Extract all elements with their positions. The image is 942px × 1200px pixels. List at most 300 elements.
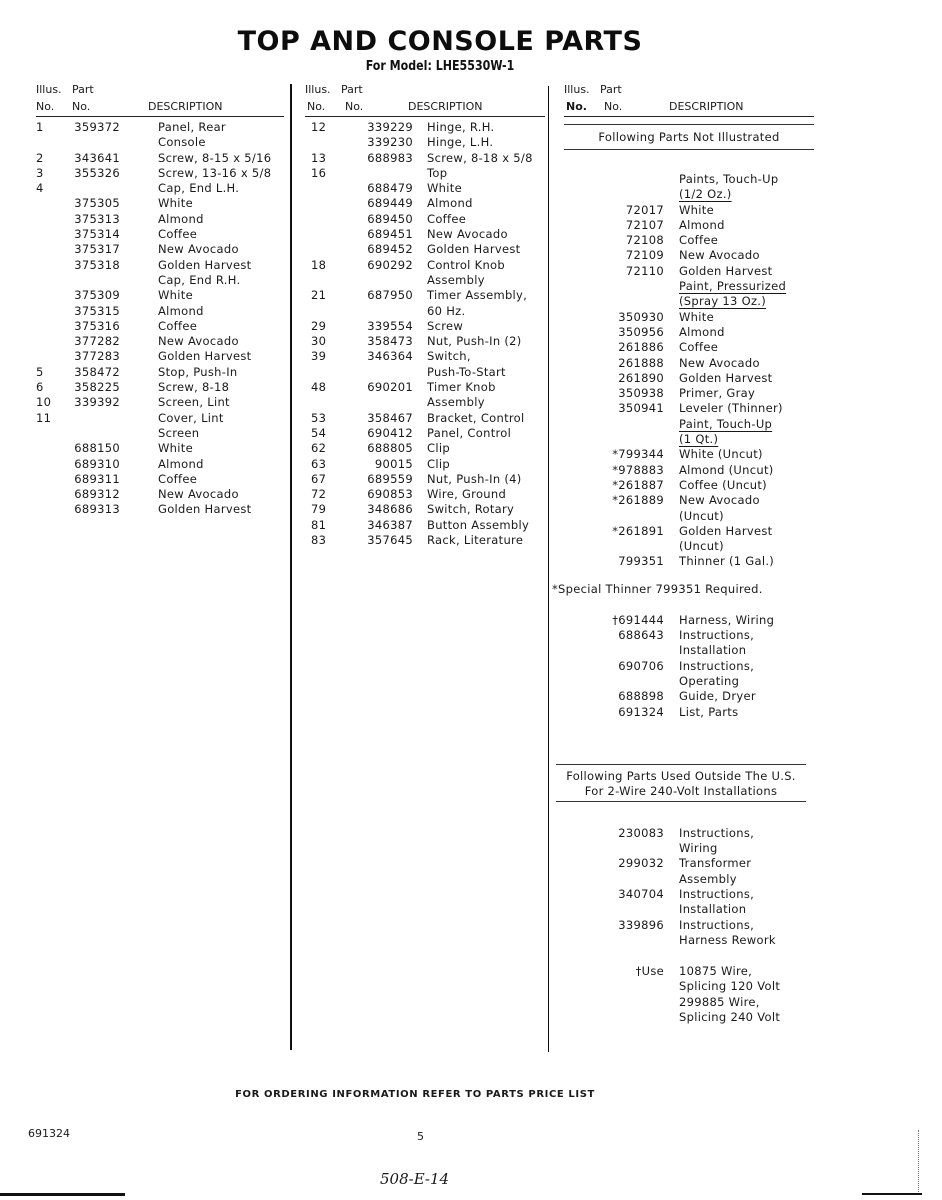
illus-number: 16	[311, 165, 327, 180]
part-number: 690853	[367, 487, 413, 502]
part-description: Splicing 240 Volt	[679, 1010, 781, 1025]
parts-row	[305, 380, 545, 395]
part-description: Nut, Push-In (4)	[427, 471, 522, 486]
part-number: 358472	[74, 364, 120, 379]
parts-row	[564, 613, 814, 628]
part-number: 346387	[367, 517, 413, 532]
header-description: DESCRIPTION	[408, 100, 483, 113]
part-description: Screw, 13-16 x 5/8	[158, 165, 272, 180]
header-part-no: No.	[604, 100, 623, 113]
parts-row	[564, 887, 814, 902]
ordering-info-note: FOR ORDERING INFORMATION REFER TO PARTS PRICE LIST	[235, 1089, 595, 1100]
part-number: 230083	[618, 825, 664, 840]
part-number: 261888	[618, 355, 664, 370]
parts-row	[564, 264, 814, 279]
parts-column-1	[36, 82, 284, 518]
part-description: Panel, Rear	[158, 120, 226, 134]
header-part: Part	[600, 83, 622, 96]
parts-row	[564, 248, 814, 263]
part-number: 357645	[367, 533, 413, 548]
part-description: Screw, 8-15 x 5/16	[158, 150, 272, 165]
parts-row	[36, 135, 284, 150]
illus-number: 29	[311, 318, 327, 333]
part-description: Installation	[679, 643, 747, 658]
part-description: Thinner (1 Gal.)	[679, 554, 775, 569]
parts-row	[36, 288, 284, 303]
part-description: Paint, Touch-Up	[679, 416, 773, 431]
illus-number: 30	[311, 334, 327, 349]
parts-row	[564, 918, 814, 933]
part-description: Screw, 8-18	[158, 380, 230, 395]
parts-row	[564, 1010, 814, 1025]
parts-row	[564, 218, 814, 233]
parts-row	[564, 872, 814, 887]
part-description: Paints, Touch-Up	[679, 172, 779, 186]
part-description: Installation	[679, 902, 747, 917]
parts-row	[36, 258, 284, 273]
page-title: TOP AND CONSOLE PARTS	[237, 26, 643, 57]
part-description: 10875 Wire,	[679, 964, 753, 979]
parts-row	[564, 902, 814, 917]
page-number: 5	[417, 1130, 424, 1143]
parts-row	[564, 628, 814, 643]
parts-row	[305, 533, 545, 548]
part-number: 72110	[625, 263, 664, 278]
part-description: Assembly	[427, 272, 485, 287]
part-number: 375315	[74, 303, 120, 318]
parts-row	[564, 933, 814, 948]
part-number: 358225	[74, 380, 120, 395]
part-number: 689312	[74, 487, 120, 502]
part-description: Bracket, Control	[427, 410, 525, 425]
part-description: Push-To-Start	[427, 364, 506, 379]
part-description: New Avocado	[679, 248, 760, 263]
illus-number: 39	[311, 349, 327, 364]
part-description: 60 Hz.	[427, 303, 466, 318]
part-number: 690292	[367, 257, 413, 272]
parts-row	[564, 964, 814, 979]
part-number: 355326	[74, 165, 120, 180]
parts-row	[305, 181, 545, 196]
part-description: Instructions,	[679, 886, 755, 901]
parts-row	[36, 304, 284, 319]
parts-row	[564, 233, 814, 248]
part-description: Almond (Uncut)	[679, 462, 774, 477]
parts-row	[564, 340, 814, 355]
illus-number: 54	[311, 425, 327, 440]
parts-row	[564, 447, 814, 462]
part-description: New Avocado	[679, 355, 760, 370]
parts-row	[305, 273, 545, 288]
parts-row	[564, 187, 814, 202]
part-description: Almond	[158, 303, 204, 318]
part-number: 689451	[367, 227, 413, 242]
parts-row	[36, 380, 284, 395]
part-description: Rack, Literature	[427, 533, 524, 548]
part-description: Leveler (Thinner)	[679, 401, 783, 416]
part-description: (Uncut)	[679, 508, 724, 523]
parts-row	[305, 227, 545, 242]
header-description: DESCRIPTION	[148, 100, 223, 113]
handwritten-code: 508-E-14	[380, 1170, 450, 1188]
parts-row	[305, 349, 545, 364]
part-number: 799351	[618, 554, 664, 569]
part-description: Hinge, R.H.	[427, 120, 495, 134]
illus-number: 79	[311, 502, 327, 517]
parts-row	[36, 242, 284, 257]
parts-row	[564, 401, 814, 416]
column-divider	[548, 86, 549, 1052]
parts-row	[305, 395, 545, 410]
model-subtitle: For Model: LHE5530W-1	[365, 59, 515, 74]
parts-row	[36, 426, 284, 441]
part-number: 690201	[367, 380, 413, 395]
parts-row	[305, 518, 545, 533]
part-description: Control Knob	[427, 257, 505, 272]
illus-number: 3	[36, 165, 44, 180]
not-illustrated-heading: Following Parts Not Illustrated	[564, 124, 814, 150]
part-description: Clip	[427, 441, 450, 456]
part-description: Instructions,	[679, 917, 755, 932]
part-number: 691324	[618, 704, 664, 719]
illus-number: 62	[311, 441, 327, 456]
header-underline	[305, 116, 545, 117]
part-description: Golden Harvest	[427, 242, 521, 257]
part-description: New Avocado	[679, 493, 760, 508]
part-number: 375316	[74, 318, 120, 333]
part-description: (1/2 Oz.)	[679, 187, 732, 202]
parts-row	[564, 979, 814, 994]
parts-row	[305, 242, 545, 257]
parts-row	[36, 166, 284, 181]
illus-number: 6	[36, 380, 44, 395]
part-number: 377283	[74, 349, 120, 364]
parts-row	[305, 135, 545, 150]
part-description: Almond	[158, 456, 204, 471]
part-number: 359372	[74, 120, 120, 134]
part-number: 358473	[367, 334, 413, 349]
part-description: Instructions,	[679, 628, 755, 643]
illus-number: 2	[36, 150, 44, 165]
header-description: DESCRIPTION	[669, 100, 744, 113]
part-description: Golden Harvest	[158, 257, 252, 272]
parts-row	[305, 334, 545, 349]
part-description: Console	[158, 135, 206, 150]
part-description: Timer Assembly,	[427, 288, 528, 303]
part-description: Coffee	[158, 318, 198, 333]
header-underline	[564, 116, 814, 117]
part-number: 688805	[367, 441, 413, 456]
parts-row	[564, 432, 814, 447]
part-description: Coffee	[679, 233, 719, 248]
parts-row	[36, 273, 284, 288]
illus-number: 12	[311, 120, 327, 134]
part-description: Transformer	[679, 856, 752, 871]
parts-row	[36, 319, 284, 334]
header-underline	[36, 116, 284, 117]
parts-row	[36, 457, 284, 472]
part-number: *978883	[612, 462, 664, 477]
part-number: 688479	[367, 181, 413, 196]
parts-row	[564, 705, 814, 720]
part-description: Button Assembly	[427, 517, 530, 532]
part-description: Wire, Ground	[427, 487, 507, 502]
part-description: Nut, Push-In (2)	[427, 334, 522, 349]
part-number: †Use	[635, 964, 664, 979]
part-number: 375305	[74, 196, 120, 211]
misc-parts-list	[564, 613, 814, 720]
parts-row	[564, 463, 814, 478]
part-description: Instructions,	[679, 825, 755, 840]
part-description: Golden Harvest	[679, 370, 773, 385]
part-number: 689559	[367, 471, 413, 486]
parts-row	[36, 120, 284, 135]
illus-number: 5	[36, 364, 44, 379]
header-illus: Illus.	[36, 83, 62, 96]
parts-row	[305, 304, 545, 319]
part-description: Clip	[427, 456, 450, 471]
parts-row	[305, 212, 545, 227]
part-description: Golden Harvest	[679, 523, 773, 538]
illus-number: 11	[36, 410, 52, 425]
part-number: 689452	[367, 242, 413, 257]
part-description: White	[679, 202, 714, 217]
parts-row	[564, 203, 814, 218]
parts-row	[36, 395, 284, 410]
parts-column-2	[305, 82, 545, 548]
part-description: Almond	[679, 217, 725, 232]
parts-row	[564, 478, 814, 493]
part-description: Top	[427, 165, 448, 180]
special-thinner-note: *Special Thinner 799351 Required.	[552, 581, 763, 596]
part-description: New Avocado	[427, 227, 508, 242]
illus-number: 10	[36, 395, 52, 410]
part-description: White	[158, 288, 193, 303]
parts-row	[564, 539, 814, 554]
part-number: 688898	[618, 689, 664, 704]
part-number: 346364	[367, 349, 413, 364]
part-number: 339229	[367, 120, 413, 134]
part-description: Operating	[679, 673, 740, 688]
parts-row	[564, 509, 814, 524]
header-part-no: No.	[345, 100, 364, 113]
part-number: †691444	[612, 612, 664, 627]
part-description: Cap, End L.H.	[158, 181, 240, 196]
parts-row	[305, 166, 545, 181]
parts-list	[305, 120, 545, 548]
part-number: 348686	[367, 502, 413, 517]
part-number: 689449	[367, 196, 413, 211]
part-number: 72108	[625, 233, 664, 248]
parts-column-3	[552, 82, 814, 1025]
illus-number: 48	[311, 380, 327, 395]
part-number: 358467	[367, 410, 413, 425]
part-description: White	[679, 309, 714, 324]
part-number: 689311	[74, 471, 120, 486]
part-description: Coffee	[158, 471, 198, 486]
illus-number: 67	[311, 471, 327, 486]
illus-number: 72	[311, 487, 327, 502]
part-description: Stop, Push-In	[158, 364, 238, 379]
illus-number: 53	[311, 410, 327, 425]
outside-us-heading-line2: For 2-Wire 240-Volt Installations	[584, 783, 778, 798]
part-description: Guide, Dryer	[679, 689, 756, 704]
part-number: 72109	[625, 248, 664, 263]
part-number: 377282	[74, 334, 120, 349]
parts-row	[305, 319, 545, 334]
part-description: Harness Rework	[679, 932, 776, 947]
parts-row	[564, 325, 814, 340]
part-number: 350930	[618, 309, 664, 324]
parts-row	[305, 457, 545, 472]
part-number: 690412	[367, 425, 413, 440]
parts-row	[305, 472, 545, 487]
parts-row	[564, 643, 814, 658]
part-number: 72107	[625, 217, 664, 232]
part-number: 339230	[367, 135, 413, 150]
part-number: 339896	[618, 917, 664, 932]
scan-edge-mark	[0, 1193, 125, 1196]
parts-row	[305, 151, 545, 166]
header-part-no: No.	[72, 100, 91, 113]
parts-row	[564, 826, 814, 841]
part-number: *261889	[612, 493, 664, 508]
parts-row	[305, 426, 545, 441]
part-description: Screen	[158, 425, 200, 440]
header-part: Part	[341, 83, 363, 96]
part-description: Assembly	[679, 871, 737, 886]
parts-row	[36, 181, 284, 196]
parts-row	[36, 365, 284, 380]
part-description: New Avocado	[158, 487, 239, 502]
parts-row	[36, 502, 284, 517]
part-description: Almond	[427, 196, 473, 211]
part-number: 689450	[367, 211, 413, 226]
part-number: 339554	[367, 318, 413, 333]
parts-row	[305, 196, 545, 211]
part-number: *799344	[612, 447, 664, 462]
parts-row	[305, 365, 545, 380]
part-description: Screen, Lint	[158, 395, 230, 410]
part-description: Paint, Pressurized	[679, 279, 787, 294]
illus-number: 1	[36, 120, 44, 134]
part-description: White	[158, 196, 193, 211]
part-number: 350956	[618, 324, 664, 339]
part-number: 375318	[74, 257, 120, 272]
part-number: *261887	[612, 477, 664, 492]
part-description: Switch, Rotary	[427, 502, 515, 517]
part-number: 689313	[74, 502, 120, 517]
part-number: 689310	[74, 456, 120, 471]
outside-us-parts-list	[564, 826, 814, 948]
parts-row	[305, 441, 545, 456]
part-number: 688643	[618, 628, 664, 643]
parts-row	[305, 120, 545, 135]
part-description: Almond	[679, 324, 725, 339]
outside-us-heading-line1: Following Parts Used Outside The U.S.	[566, 768, 796, 783]
header-illus-no: No.	[36, 100, 55, 113]
part-number: 687950	[367, 288, 413, 303]
parts-row	[36, 441, 284, 456]
part-number: 350941	[618, 401, 664, 416]
part-description: Primer, Gray	[679, 386, 756, 401]
outside-us-heading	[556, 764, 806, 802]
part-description: (Uncut)	[679, 539, 724, 554]
parts-row	[305, 502, 545, 517]
parts-row	[564, 279, 814, 294]
part-number: 90015	[374, 456, 413, 471]
header-illus: Illus.	[305, 83, 331, 96]
header-part: Part	[72, 83, 94, 96]
parts-row	[36, 227, 284, 242]
illus-number: 83	[311, 533, 327, 548]
parts-row	[564, 554, 814, 569]
parts-row	[564, 659, 814, 674]
part-number: *261891	[612, 523, 664, 538]
part-description: Screw, 8-18 x 5/8	[427, 150, 533, 165]
part-description: Coffee	[679, 340, 719, 355]
part-number: 375317	[74, 242, 120, 257]
part-description: List, Parts	[679, 704, 739, 719]
part-description: White (Uncut)	[679, 447, 763, 462]
illus-number: 81	[311, 517, 327, 532]
part-number: 688150	[74, 441, 120, 456]
parts-row	[564, 294, 814, 309]
part-description: Switch,	[427, 349, 471, 364]
parts-row	[564, 493, 814, 508]
parts-row	[564, 417, 814, 432]
parts-row	[564, 371, 814, 386]
column-divider	[290, 84, 292, 1050]
parts-row	[564, 310, 814, 325]
part-description: Cover, Lint	[158, 410, 224, 425]
parts-row	[305, 487, 545, 502]
parts-row	[36, 411, 284, 426]
parts-row	[36, 151, 284, 166]
parts-row	[36, 349, 284, 364]
parts-row	[564, 841, 814, 856]
part-description: Coffee (Uncut)	[679, 477, 767, 492]
part-number: 340704	[618, 886, 664, 901]
part-description: New Avocado	[158, 334, 239, 349]
part-number: 375314	[74, 227, 120, 242]
header-illus-no: No.	[566, 100, 587, 113]
part-description: White	[158, 441, 193, 456]
scan-artifact	[918, 1130, 921, 1192]
parts-row	[36, 212, 284, 227]
parts-list	[36, 120, 284, 518]
part-number: 350938	[618, 386, 664, 401]
part-number: 375313	[74, 211, 120, 226]
part-description: Harness, Wiring	[679, 612, 775, 627]
parts-row	[564, 995, 814, 1010]
illus-number: 13	[311, 150, 327, 165]
illus-number: 4	[36, 181, 44, 196]
part-description: Golden Harvest	[158, 502, 252, 517]
illus-number: 21	[311, 288, 327, 303]
illus-number: 18	[311, 257, 327, 272]
document-number: 691324	[28, 1127, 70, 1140]
wire-use-note	[564, 964, 814, 1025]
header-illus: Illus.	[564, 83, 590, 96]
parts-row	[36, 487, 284, 502]
part-number: 339392	[74, 395, 120, 410]
part-number: 261886	[618, 340, 664, 355]
parts-row	[36, 334, 284, 349]
part-description: Golden Harvest	[679, 263, 773, 278]
header-illus-no: No.	[307, 100, 326, 113]
part-number: 343641	[74, 150, 120, 165]
